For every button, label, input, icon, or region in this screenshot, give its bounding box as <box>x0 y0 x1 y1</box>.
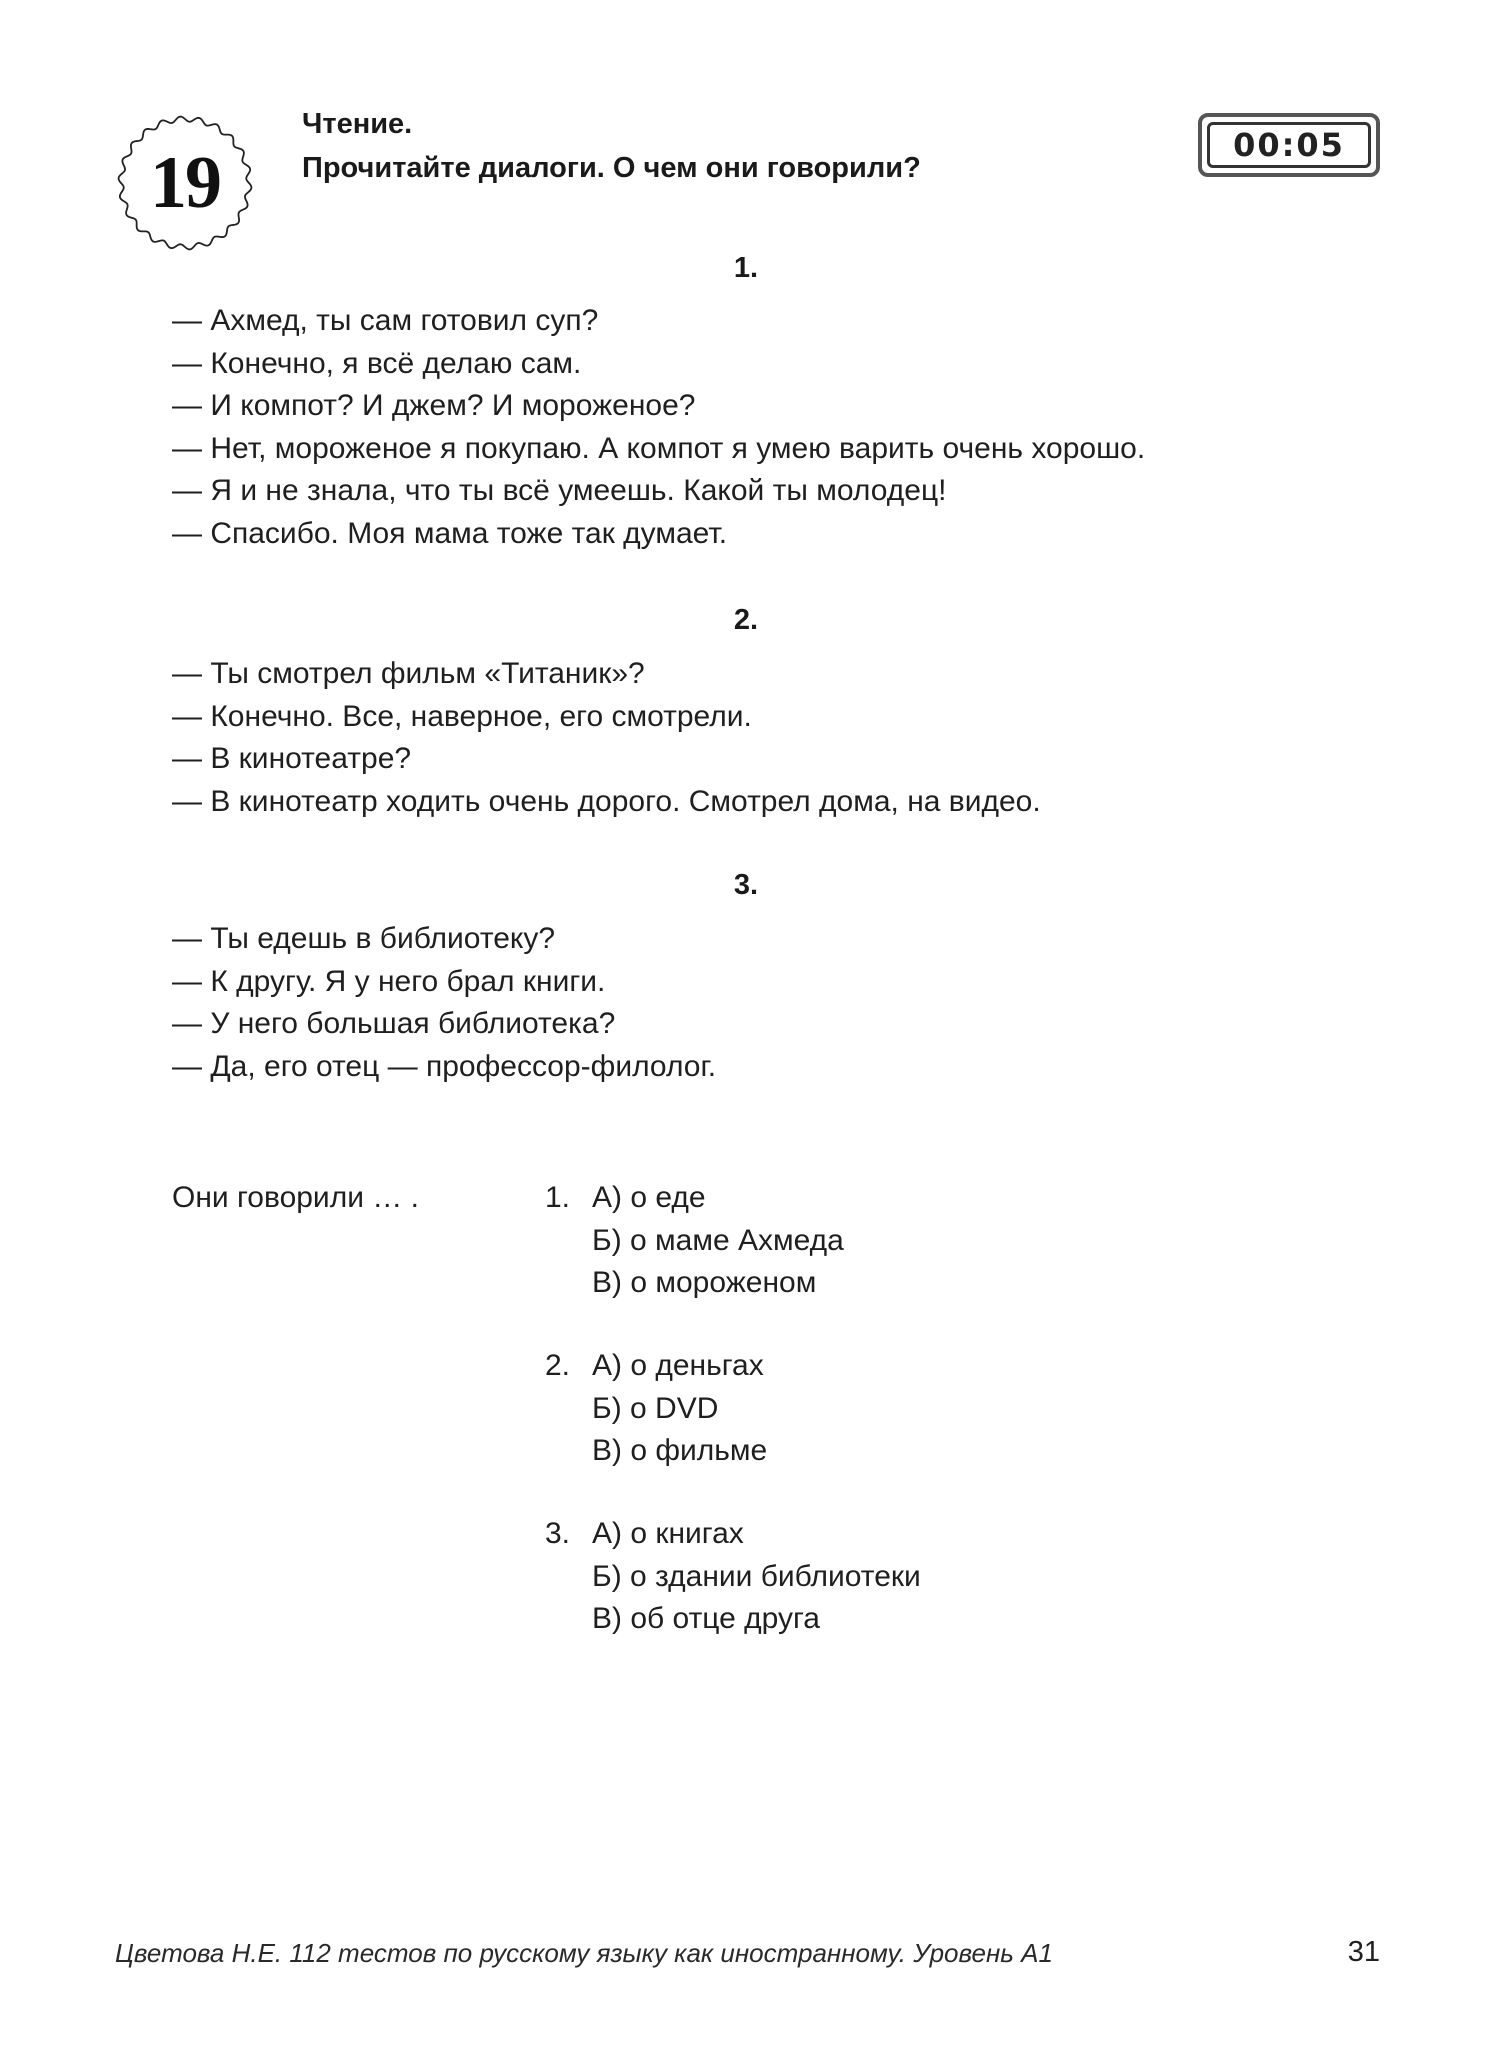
dialog-line: — Я и не знала, что ты всё умеешь. Какой ты молодец! <box>172 474 947 507</box>
dialog-line: — Конечно. Все, наверное, его смотрели. <box>172 699 752 733</box>
dialog-line: — И компот? И джем? И мороженое? <box>172 389 696 422</box>
dialog-line: — У него большая библиотека? <box>172 1007 616 1040</box>
answer-option: Б) о DVD <box>592 1391 719 1425</box>
task-heading: Чтение. <box>302 108 413 140</box>
timer-value: 00:05 <box>1207 122 1371 168</box>
question-3-number: 3. <box>545 1517 571 1550</box>
answer-option: А) о книгах <box>592 1517 744 1550</box>
dialog-3-number: 3. <box>733 869 759 901</box>
task-instruction: Прочитайте диалоги. О чем они говорили? <box>302 152 921 184</box>
question-2-options <box>592 1345 767 1473</box>
dialog-line: — Да, его отец — профессор-филолог. <box>172 1049 717 1083</box>
dialog-line: — В кинотеатр ходить очень дорого. Смотрел дома, на видео. <box>172 784 1041 818</box>
task-number: 19 <box>150 142 220 224</box>
question-1-options <box>592 1177 844 1305</box>
answer-option: Б) о здании библиотеки <box>592 1559 921 1593</box>
answer-option: А) о еде <box>592 1181 706 1214</box>
answer-option: В) о мороженом <box>592 1266 817 1299</box>
question-3-options <box>592 1513 921 1641</box>
dialog-3 <box>172 918 716 1088</box>
dialog-line: — Ахмед, ты сам готовил суп? <box>172 304 599 337</box>
dialog-line: — Конечно, я всё делаю сам. <box>172 346 582 380</box>
dialog-2-number: 2. <box>733 604 759 636</box>
dialog-line: — Ты едешь в библиотеку? <box>172 922 556 955</box>
dialog-1 <box>172 300 1145 555</box>
dialog-line: — Нет, мороженое я покупаю. А компот я умею варить очень хорошо. <box>172 431 1146 465</box>
dialog-line: — Ты смотрел фильм «Титаник»? <box>172 657 645 690</box>
question-prompt: Они говорили … . <box>172 1181 419 1214</box>
answer-option: А) о деньгах <box>592 1349 764 1382</box>
question-2-number: 2. <box>545 1349 571 1382</box>
dialog-line: — К другу. Я у него брал книги. <box>172 964 606 998</box>
answer-option: В) об отце друга <box>592 1602 820 1635</box>
page-number: 31 <box>1347 1936 1380 1968</box>
timer-box <box>1198 113 1380 177</box>
dialog-2 <box>172 653 1041 823</box>
question-1-number: 1. <box>545 1181 571 1214</box>
task-number-badge <box>115 113 255 253</box>
answer-option: В) о фильме <box>592 1434 768 1467</box>
footer-citation: Цветова Н.Е. 112 тестов по русскому языку как иностранному. Уровень А1 <box>115 1938 1053 1968</box>
dialog-1-number: 1. <box>733 252 759 284</box>
dialog-line: — Спасибо. Моя мама тоже так думает. <box>172 516 728 550</box>
dialog-line: — В кинотеатре? <box>172 742 412 775</box>
answer-option: Б) о маме Ахмеда <box>592 1223 844 1257</box>
